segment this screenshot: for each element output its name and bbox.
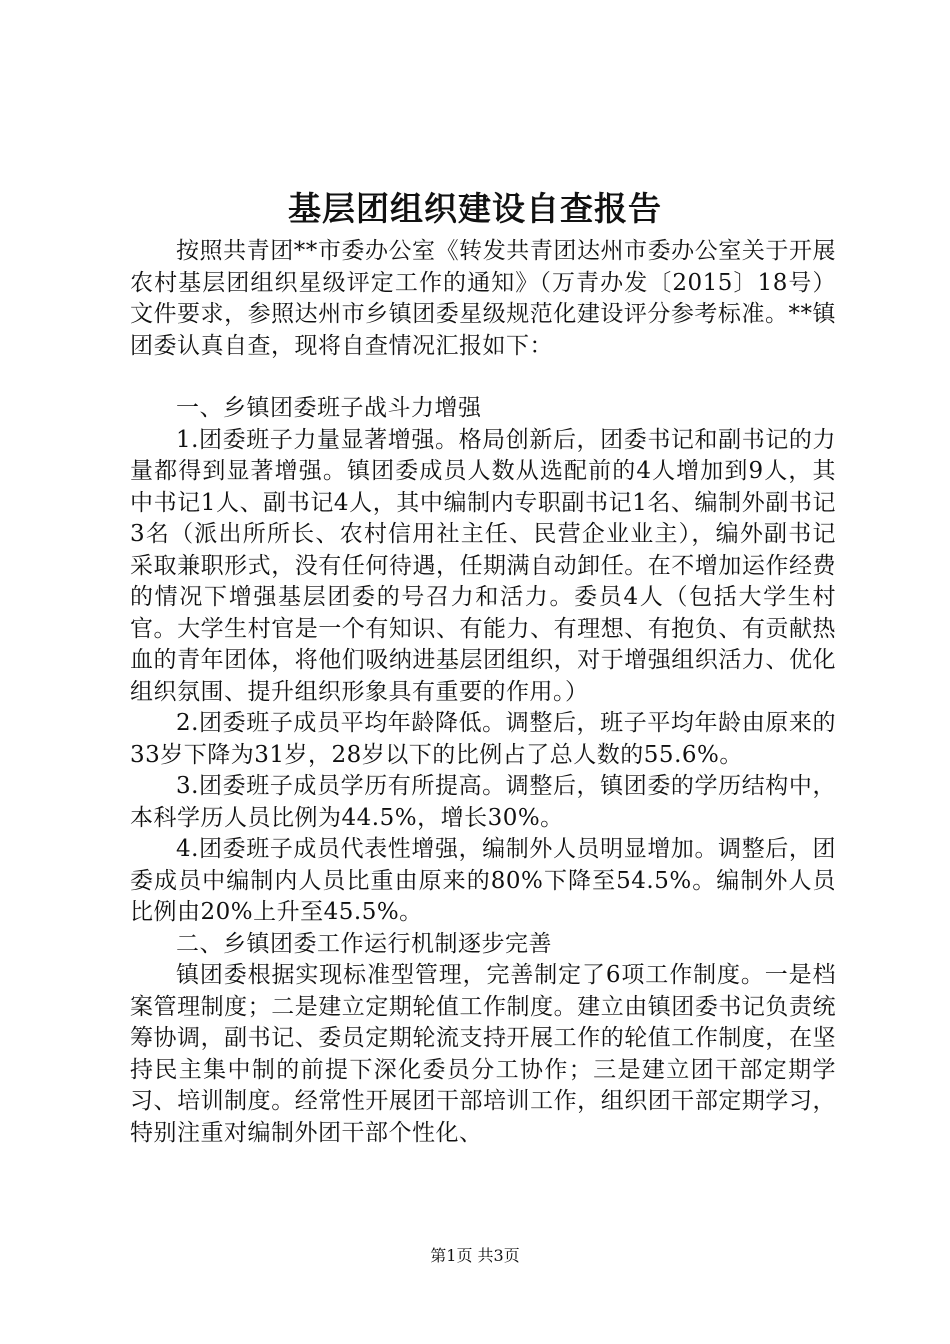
section-heading-2: 二、乡镇团委工作运行机制逐步完善 bbox=[176, 930, 552, 957]
page-footer: 第1页 共3页 bbox=[430, 1246, 520, 1265]
section1-item-2: 2.团委班子成员平均年龄降低。调整后，班子平均年龄由原来的33岁下降为31岁，28岁以下的比例占了总人数的55.6%。 bbox=[130, 710, 836, 768]
section2-paragraph: 镇团委根据实现标准型管理，完善制定了6项工作制度。一是档案管理制度；二是建立定期轮值工作制度。建立由镇团委书记负责统筹协调，副书记、委员定期轮流支持开展工作的轮值工作制度，在坚持民主集中制的前提下深化委员分工协作；三是建立团干部定期学习、培训制度。经常性开展团干部培训工作，组织团干部定期学习，特别注重对编制外团干部个性化、 bbox=[130, 962, 836, 1146]
document-title: 基层团组织建设自查报告 bbox=[288, 189, 662, 228]
section1-item-4: 4.团委班子成员代表性增强，编制外人员明显增加。调整后，团委成员中编制内人员比重由原来的80%下降至54.5%。编制外人员比例由20%上升至45.5%。 bbox=[130, 836, 836, 925]
intro-paragraph: 按照共青团**市委办公室《转发共青团达州市委办公室关于开展农村基层团组织星级评定工作的通知》（万青办发〔2015〕18号）文件要求，参照达州市乡镇团委星级规范化建设评分参考标准。**镇团委认真自查，现将自查情况汇报如下： bbox=[130, 238, 836, 359]
section1-item-1: 1.团委班子力量显著增强。格局创新后，团委书记和副书记的力量都得到显著增强。镇团委成员人数从选配前的4人增加到9人，其中书记1人、副书记4人，其中编制内专职副书记1名、编制外副书记3名（派出所所长、农村信用社主任、民营企业业主），编外副书记采取兼职形式，没有任何待遇，任期满自动卸任。在不增加运作经费的情况下增强基层团委的号召力和活力。委员4人（包括大学生村官。大学生村官是一个有知识、有能力、有理想、有抱负、有贡献热血的青年团体，将他们吸纳进基层团组织，对于增强组织活力、优化组织氛围、提升组织形象具有重要的作用。） bbox=[130, 426, 836, 705]
paragraph-gap bbox=[130, 362, 836, 393]
section1-item-3: 3.团委班子成员学历有所提高。调整后，镇团委的学历结构中，本科学历人员比例为44.5%，增长30%。 bbox=[130, 773, 836, 831]
document-body bbox=[130, 236, 836, 1149]
section-heading-1: 一、乡镇团委班子战斗力增强 bbox=[176, 395, 482, 421]
